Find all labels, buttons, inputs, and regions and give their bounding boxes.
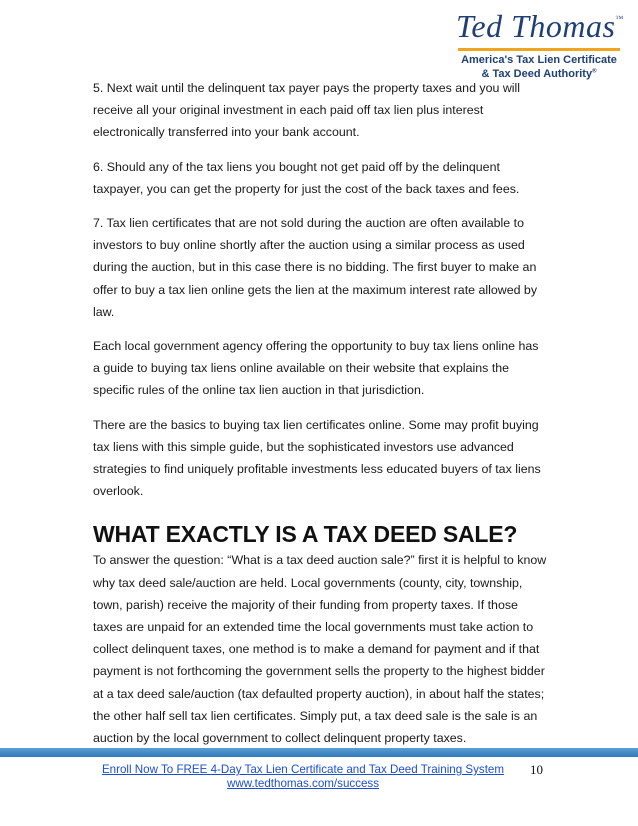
page-number: 10	[530, 762, 543, 777]
logo-tagline-2: & Tax Deed Authority®	[481, 68, 597, 80]
logo-name: Ted Thomas™	[456, 8, 624, 44]
paragraph-step-7: 7. Tax lien certificates that are not sold during the auction are often available to investors to buy online shortly after the auction using a similar process as used during the auction, but in this case there is no bidding. The first buyer to make an offer to buy a tax lien online gets the lien at the maximum interest rate allowed by law.	[93, 216, 538, 319]
enroll-link[interactable]: Enroll Now To FREE 4-Day Tax Lien Certificate and Tax Deed Training System	[101, 763, 505, 776]
paragraph-tax-deed-sale: To answer the question: “What is a tax deed auction sale?” first it is helpful to know why tax deed sale/auction are held. Local governments (county, city, township, town, parish) receive the majority of their funding from property taxes. If those taxes are unpaid for an extended time the local governments must take action to collect delinquent taxes, one method is to make a demand for payment and if that payment is not forthcoming the government sells the property to the highest bidder at a tax deed sale/auction (tax defaulted property auction), in about half the states; the other half sell tax lien certificates. Simply put, a tax deed sale is the sale is an auction by the local government to collect delinquent property taxes.	[93, 553, 547, 746]
website-link[interactable]: www.tedthomas.com/success	[226, 777, 380, 790]
section-heading: WHAT EXACTLY IS A TAX DEED SALE?	[93, 521, 518, 548]
paragraph-step-5: 5. Next wait until the delinquent tax payer pays the property taxes and you will receive all your original investment in each paid off tax lien plus interest electronically transferred into your bank account.	[93, 81, 521, 140]
logo-tagline-1: America's Tax Lien Certificate	[461, 54, 617, 66]
ted-thomas-logo	[452, 8, 632, 86]
paragraph-local-government: Each local government agency offering the opportunity to buy tax liens online has a guide to buying tax liens online available on their website that explains the specific rules of the online tax lien auction in that jurisdiction.	[93, 339, 539, 398]
paragraph-basics: There are the basics to buying tax lien certificates online. Some may profit buying tax liens with this simple guide, but the sophisticated investors use advanced strategies to find uniquely profitable investments less educated buyers of tax liens overlook.	[93, 417, 541, 499]
document-body	[93, 77, 547, 761]
footer-band	[0, 748, 638, 757]
logo-underline	[458, 48, 620, 51]
paragraph-step-6: 6. Should any of the tax liens you bought not get paid off by the delinquent taxpayer, you can get the property for just the cost of the back taxes and fees.	[93, 159, 520, 196]
